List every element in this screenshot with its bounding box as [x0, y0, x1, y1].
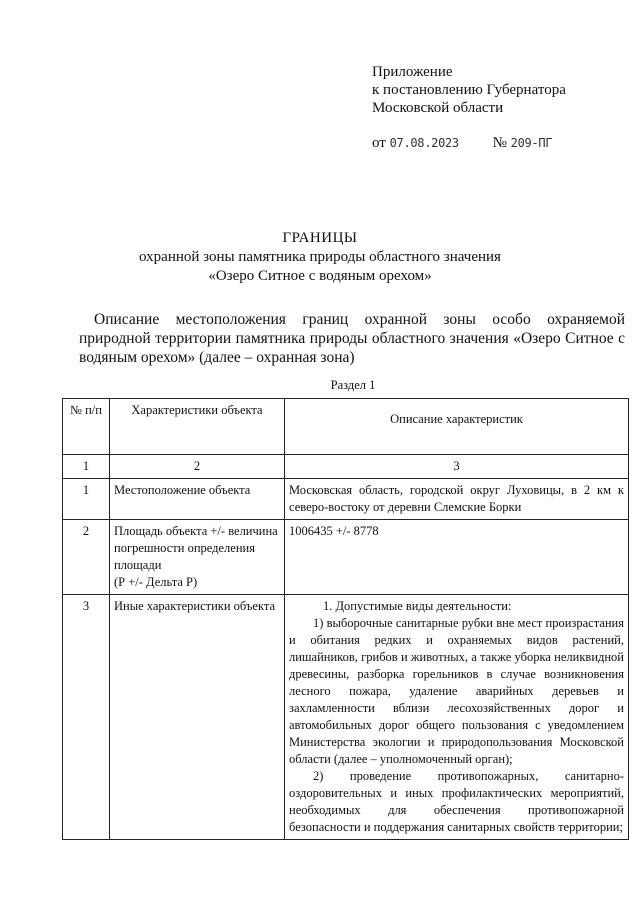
list-item: 1) выборочные санитарные рубки вне мест произрастания и обитания редких и охраняемых видов растений, лишайников, грибов и животных, а также уборка неликвидной древесины, разборка горельников в случае возникновения лесного пожара, удаление аварийных деревьев и захламленности вблизи лесохозяйственных дорог и автомобильных дорог общего пользования с уведомлением Министерства экологии и природопользования Московской области (далее – уполномоченный орган);	[289, 616, 624, 766]
date-prefix: от	[372, 135, 386, 151]
activities-list	[289, 615, 624, 836]
title-line-3: «Озеро Ситное с водяным орехом»	[208, 268, 432, 284]
table-row	[63, 520, 629, 595]
row-characteristic: Иные характеристики объекта	[110, 595, 285, 840]
intro-text: Описание местоположения границ охранной зоны особо охраняемой природной территории памятника природы областного значения «Озеро Ситное с водяным орехом» (далее – охранная зона)	[79, 311, 625, 366]
row-number: 3	[63, 595, 110, 840]
decree-number: 209-ПГ	[510, 136, 553, 150]
table-row	[63, 595, 629, 840]
header-number: № п/п	[63, 399, 110, 455]
row-characteristic-extra: (Р +/- Дельта Р)	[114, 575, 198, 589]
row-description	[285, 595, 629, 840]
decree-date: 07.08.2023	[389, 136, 459, 150]
table-header-row	[63, 399, 629, 455]
appendix-line: Московской области	[372, 100, 504, 116]
list-item: 2) проведение противопожарных, санитарно-оздоровительных и иных профилактических мероприятий, необходимых для обеспечения противопожарной безопасности и поддержания санитарных свойств территории;	[289, 769, 624, 834]
section-label: Раздел 1	[330, 378, 376, 392]
row-number: 2	[63, 520, 110, 595]
appendix-header	[372, 63, 566, 117]
title-line-2: охранной зоны памятника природы областного значения	[139, 249, 501, 265]
title-line-1: ГРАНИЦЫ	[282, 230, 358, 246]
row-characteristic: Местоположение объекта	[110, 479, 285, 520]
column-number: 1	[63, 455, 110, 479]
header-characteristics: Характеристики объекта	[110, 399, 285, 455]
row-description: 1006435 +/- 8778	[285, 520, 629, 595]
header-description: Описание характеристик	[285, 399, 629, 455]
document-title	[0, 229, 640, 286]
appendix-line: Приложение	[372, 64, 453, 80]
appendix-line: к постановлению Губернатора	[372, 82, 566, 98]
column-number: 2	[110, 455, 285, 479]
table-row	[63, 479, 629, 520]
intro-paragraph	[79, 310, 625, 367]
row-characteristic	[110, 520, 285, 595]
row-description: Московская область, городской округ Луховицы, в 2 км к северо-востоку от деревни Слемские Борки	[285, 479, 629, 520]
column-number: 3	[285, 455, 629, 479]
row-characteristic-main: Площадь объекта +/- величина погрешности определения площади	[114, 524, 278, 572]
activities-heading: 1. Допустимые виды деятельности:	[323, 599, 512, 613]
decree-reference	[372, 135, 552, 152]
characteristics-table	[62, 398, 629, 840]
number-prefix: №	[492, 135, 507, 151]
row-number: 1	[63, 479, 110, 520]
table-numbering-row	[63, 455, 629, 479]
